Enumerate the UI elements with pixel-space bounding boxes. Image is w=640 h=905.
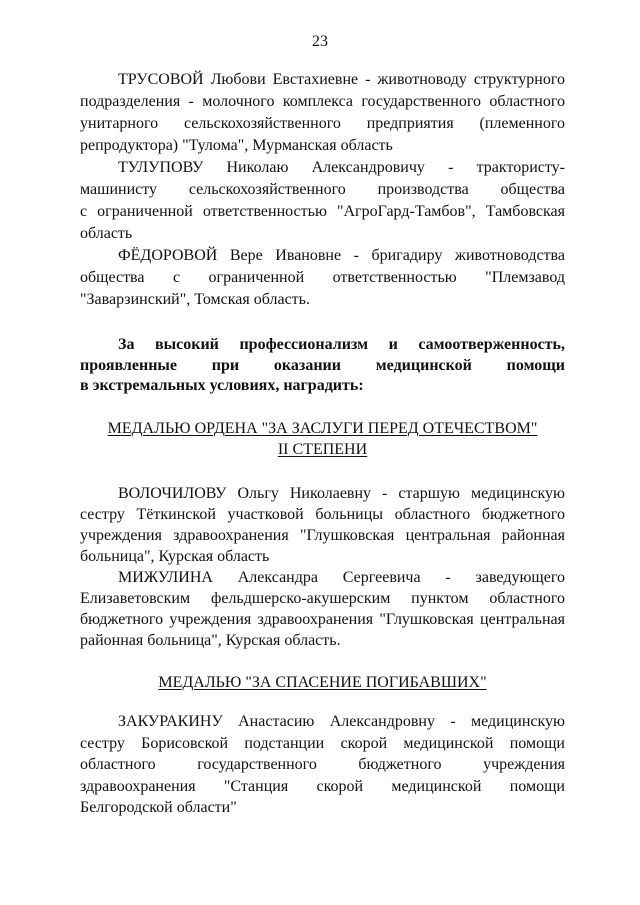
entry-line: районная больница", Курская область.: [80, 632, 341, 649]
recipients-list-1: [80, 69, 565, 311]
recipient-entry: [80, 157, 565, 245]
citation-line: проявленные при оказании медицинской помощи: [80, 356, 565, 374]
entry-line: с ограниченной ответственностью "АгроГард-Тамбов", Тамбовская: [80, 203, 565, 220]
entry-line: больница", Курская область: [80, 548, 270, 565]
entry-line: Белгородской области": [80, 799, 237, 816]
award-citation: [80, 335, 565, 397]
entry-line: учреждения здравоохранения "Глушковская центральная районная: [80, 527, 565, 544]
entry-line: унитарного сельскохозяйственного предприятия (племенного: [80, 115, 565, 132]
recipient-entry: [80, 711, 565, 819]
entry-line: ФЁДОРОВОЙ Вере Ивановне - бригадиру животноводства: [118, 247, 565, 264]
recipient-entry: [80, 483, 565, 567]
entry-line: МИЖУЛИНА Александра Сергеевича - заведующего: [118, 569, 565, 586]
award-heading-line: II СТЕПЕНИ: [277, 441, 368, 458]
entry-line: ВОЛОЧИЛОВУ Ольгу Николаевну - старшую медицинскую: [118, 485, 565, 502]
entry-line: "Заварзинский", Томская область.: [80, 291, 310, 308]
entry-line: бюджетного учреждения здравоохранения "Глушковская центральная: [80, 611, 565, 628]
recipients-list-2: [80, 483, 565, 651]
entry-line: сестру Тёткинской участковой больницы областного бюджетного: [80, 506, 565, 523]
recipient-entry: [80, 567, 565, 651]
entry-line: здравоохранения "Станция скорой медицинской помощи: [80, 777, 565, 795]
entry-line: репродуктора) "Тулома", Мурманская область: [80, 137, 393, 154]
entry-line: машинисту сельскохозяйственного производства общества: [80, 181, 565, 198]
award-heading-line: МЕДАЛЬЮ ОРДЕНА "ЗА ЗАСЛУГИ ПЕРЕД ОТЕЧЕСТВОМ": [107, 420, 538, 437]
award-heading-2: [80, 672, 565, 693]
entry-line: ТУЛУПОВУ Николаю Александровичу - трактористу-: [118, 159, 565, 176]
entry-line: Елизаветовским фельдшерско-акушерским пунктом областного: [80, 590, 565, 607]
recipient-entry: [80, 245, 565, 311]
recipients-list-3: [80, 711, 565, 819]
entry-line: ЗАКУРАКИНУ Анастасию Александровну - медицинскую: [118, 713, 565, 730]
recipient-entry: [80, 69, 565, 157]
entry-line: подразделения - молочного комплекса государственного областного: [80, 93, 565, 110]
award-heading-1: [80, 418, 565, 460]
page-number: 23: [312, 33, 328, 50]
entry-line: общества с ограниченной ответственностью "Племзавод: [80, 269, 565, 286]
entry-line: область: [80, 225, 133, 242]
entry-line: сестру Борисовской подстанции скорой медицинской помощи: [80, 734, 565, 752]
award-heading-line: МЕДАЛЬЮ "ЗА СПАСЕНИЕ ПОГИБАВШИХ": [158, 674, 487, 691]
entry-line: ТРУСОВОЙ Любови Евстахиевне - животноводу структурного: [118, 71, 565, 88]
citation-line: За высокий профессионализм и самоотверженность,: [118, 336, 565, 353]
entry-line: областного государственного бюджетного учреждения: [80, 756, 565, 773]
citation-line: в экстремальных условиях, наградить:: [80, 377, 364, 394]
